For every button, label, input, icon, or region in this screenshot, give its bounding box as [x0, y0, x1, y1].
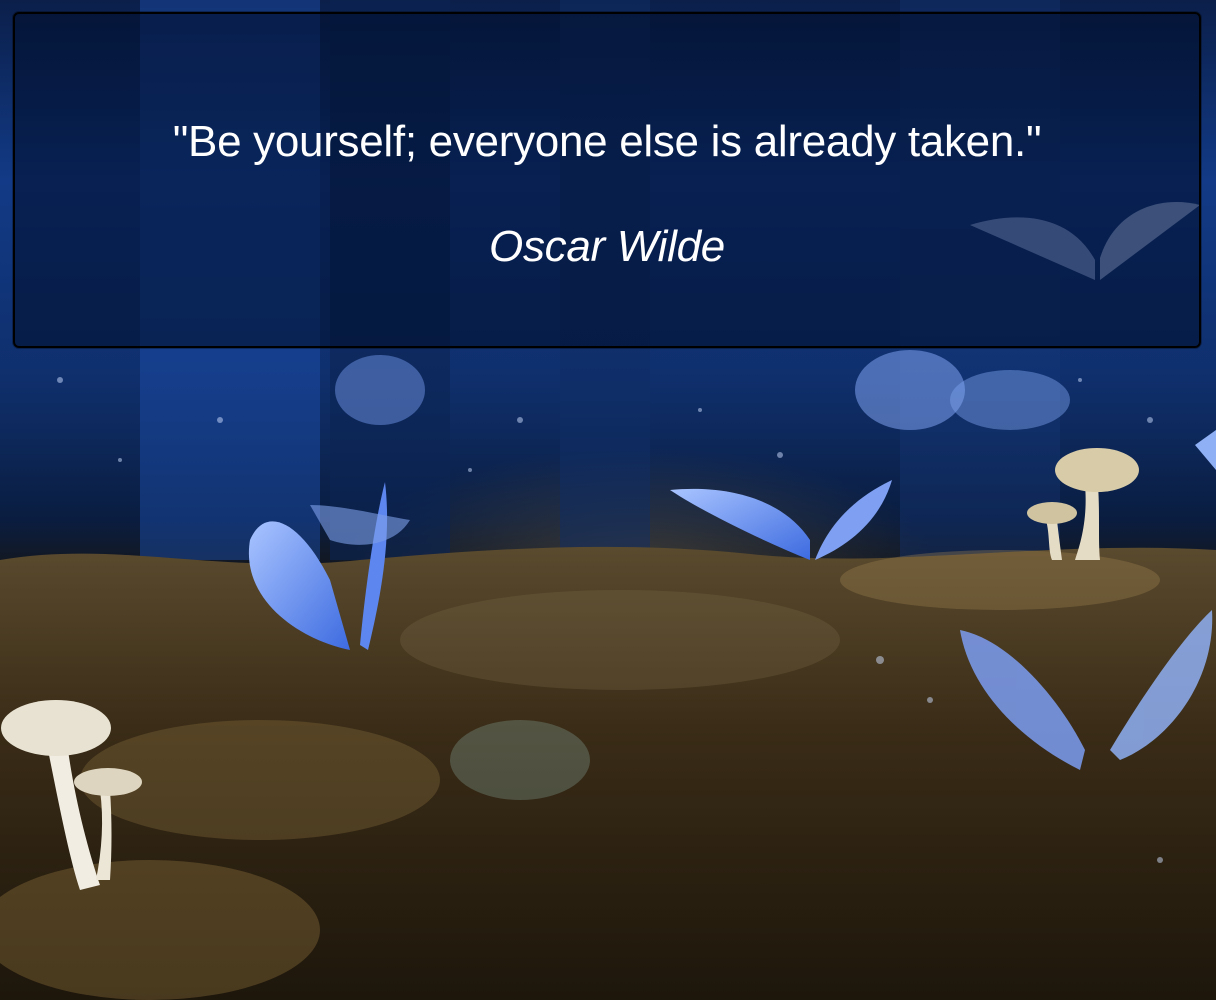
quote-panel: [13, 12, 1201, 348]
soil-highlight: [400, 590, 840, 690]
soil-highlight: [840, 550, 1160, 610]
mushroom-icon: [1055, 448, 1139, 560]
butterfly-icon: [1195, 430, 1216, 470]
butterfly-icon: [670, 480, 892, 560]
quote-author: Oscar Wilde: [489, 222, 725, 271]
butterfly-icon: [855, 350, 965, 430]
moss-patch: [450, 720, 590, 800]
butterfly-icon: [950, 370, 1070, 430]
quote-text: "Be yourself; everyone else is already taken.": [172, 117, 1042, 166]
butterfly-icon: [335, 355, 425, 425]
